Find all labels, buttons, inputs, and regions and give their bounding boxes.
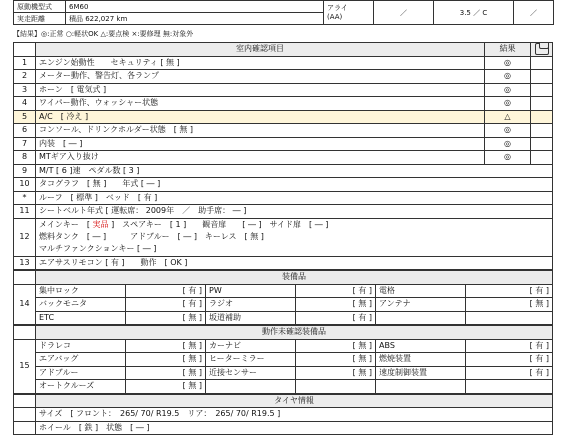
check-row-12: 12 メインキー [ 実品 ] スペアキー [ 1 ] 観音扉 [ ― ] サイド扉 [ ― ] 燃料タンク [ ― ] アドブルー [ ― ] キーレス [ 無 ] マルチファンクションキー [ ― ]: [14, 218, 553, 256]
check-item: A/C [ 冷え ]: [36, 110, 485, 124]
mileage-label: 実走距離: [14, 13, 66, 25]
check-row-6: 6 コンソール、ドリンクホルダー状態 [ 無 ] ◎: [14, 124, 553, 138]
check-row-4: 4 ワイパー動作、ウォッシャー状態 ◎: [14, 97, 553, 111]
result-mark: ◎: [485, 70, 531, 84]
engine-model-label: 原動機型式: [14, 1, 66, 13]
check-item: コンソール、ドリンクホルダー状態 [ 無 ]: [36, 124, 485, 138]
check-item: ホーン [ 電気式 ]: [36, 83, 485, 97]
copy-icon[interactable]: [531, 43, 553, 57]
engine-model-value: 6M60: [66, 1, 324, 13]
check-row-8: 8 MTギア入り抜け ◎: [14, 151, 553, 165]
check-item: タコグラフ [ 無 ] 年式 [ ― ]: [36, 178, 553, 192]
alignment-slash-1: ／: [374, 1, 434, 25]
alignment-label: アライ (AA): [324, 1, 374, 25]
check-row-3: 3 ホーン [ 電気式 ] ◎: [14, 83, 553, 97]
alignment-slash-2: ／: [514, 1, 554, 25]
check-item: ワイパー動作、ウォッシャー状態: [36, 97, 485, 111]
result-mark: ◎: [485, 83, 531, 97]
tire-info-table: [13, 394, 553, 435]
check-row-9: 9 M/T [ 6 ]速 ペダル数 [ 3 ]: [14, 164, 553, 178]
check-row-10: 10 タコグラフ [ 無 ] 年式 [ ― ]: [14, 178, 553, 192]
check-item: エンジン始動性 セキュリティ [ 無 ]: [36, 56, 485, 70]
equipment-section-title: 装備品: [36, 271, 553, 285]
result-mark: ◎: [485, 56, 531, 70]
inspection-sheet: [13, 0, 553, 435]
vehicle-info-table: [13, 0, 554, 25]
result-header: 結果: [485, 43, 531, 57]
check-row-2: 2 メーター動作、警告灯、各ランプ ◎: [14, 70, 553, 84]
key-status-red: 実品: [93, 220, 109, 229]
alignment-value: 3.5 ／ C: [434, 1, 514, 25]
check-item: M/T [ 6 ]速 ペダル数 [ 3 ]: [36, 164, 553, 178]
result-mark: △: [485, 110, 531, 124]
result-legend: 【結果】◎:正常 ○:軽状OK △:要点検 ×:要修理 無:対象外: [13, 29, 553, 39]
tire-size: サイズ [ フロント： 265/ 70/ R19.5 リア： 265/ 70/ R19.5 ]: [36, 408, 553, 422]
check-row-roof: * ルーフ [ 標準 ] ベッド [ 有 ]: [14, 191, 553, 205]
interior-section-title: 室内確認項目: [36, 43, 485, 57]
unverified-section-title: 動作未確認装備品: [36, 326, 553, 340]
mileage-value: 積品 622,027 km: [66, 13, 324, 25]
check-item: 内装 [ ― ]: [36, 137, 485, 151]
check-row-7: 7 内装 [ ― ] ◎: [14, 137, 553, 151]
check-row-11: 11 シートベルト年式 [ 運転席： 2009年 ／ 助手席： ― ]: [14, 205, 553, 219]
check-item: メーター動作、警告灯、各ランプ: [36, 70, 485, 84]
tire-section-title: タイヤ情報: [36, 394, 553, 408]
result-mark: ◎: [485, 137, 531, 151]
equipment-table: 装備品 14 集中ロック [ 有 ] PW [ 有 ] 電格 [ 有 ] バックモニタ [ 有 ] ラジオ [ 無 ] アンテナ [ 無 ] ETC [ 無 ] 坂道補助 [ 有 ]: [13, 270, 553, 325]
check-item: シートベルト年式 [ 運転席： 2009年 ／ 助手席： ― ]: [36, 205, 553, 219]
unverified-equipment-table: 動作未確認装備品 15 ドラレコ [ 無 ] カーナビ [ 無 ] ABS [ 有 ] エアバッグ [ 無 ] ヒーターミラー [ 無 ] 燃焼装置 [ 有 ] アドブルー [ 無 ] 近接センサー [ 無 ] 速度制御装置 [ 有 ] オートクルーズ [ 無 ]: [13, 325, 553, 394]
check-row-13: 13 エアサスリモコン [ 有 ] 動作 [ OK ]: [14, 256, 553, 270]
check-row-1: 1 エンジン始動性 セキュリティ [ 無 ] ◎: [14, 56, 553, 70]
wheel-info: ホイール [ 鉄 ] 状態 [ ― ]: [36, 421, 553, 435]
interior-check-table: [13, 42, 553, 270]
check-row-5-highlighted: 5 A/C [ 冷え ] △: [14, 110, 553, 124]
result-mark: ◎: [485, 151, 531, 165]
check-item: ルーフ [ 標準 ] ベッド [ 有 ]: [36, 191, 553, 205]
check-item: エアサスリモコン [ 有 ] 動作 [ OK ]: [36, 256, 553, 270]
result-mark: ◎: [485, 124, 531, 138]
check-item: MTギア入り抜け: [36, 151, 485, 165]
result-mark: ◎: [485, 97, 531, 111]
